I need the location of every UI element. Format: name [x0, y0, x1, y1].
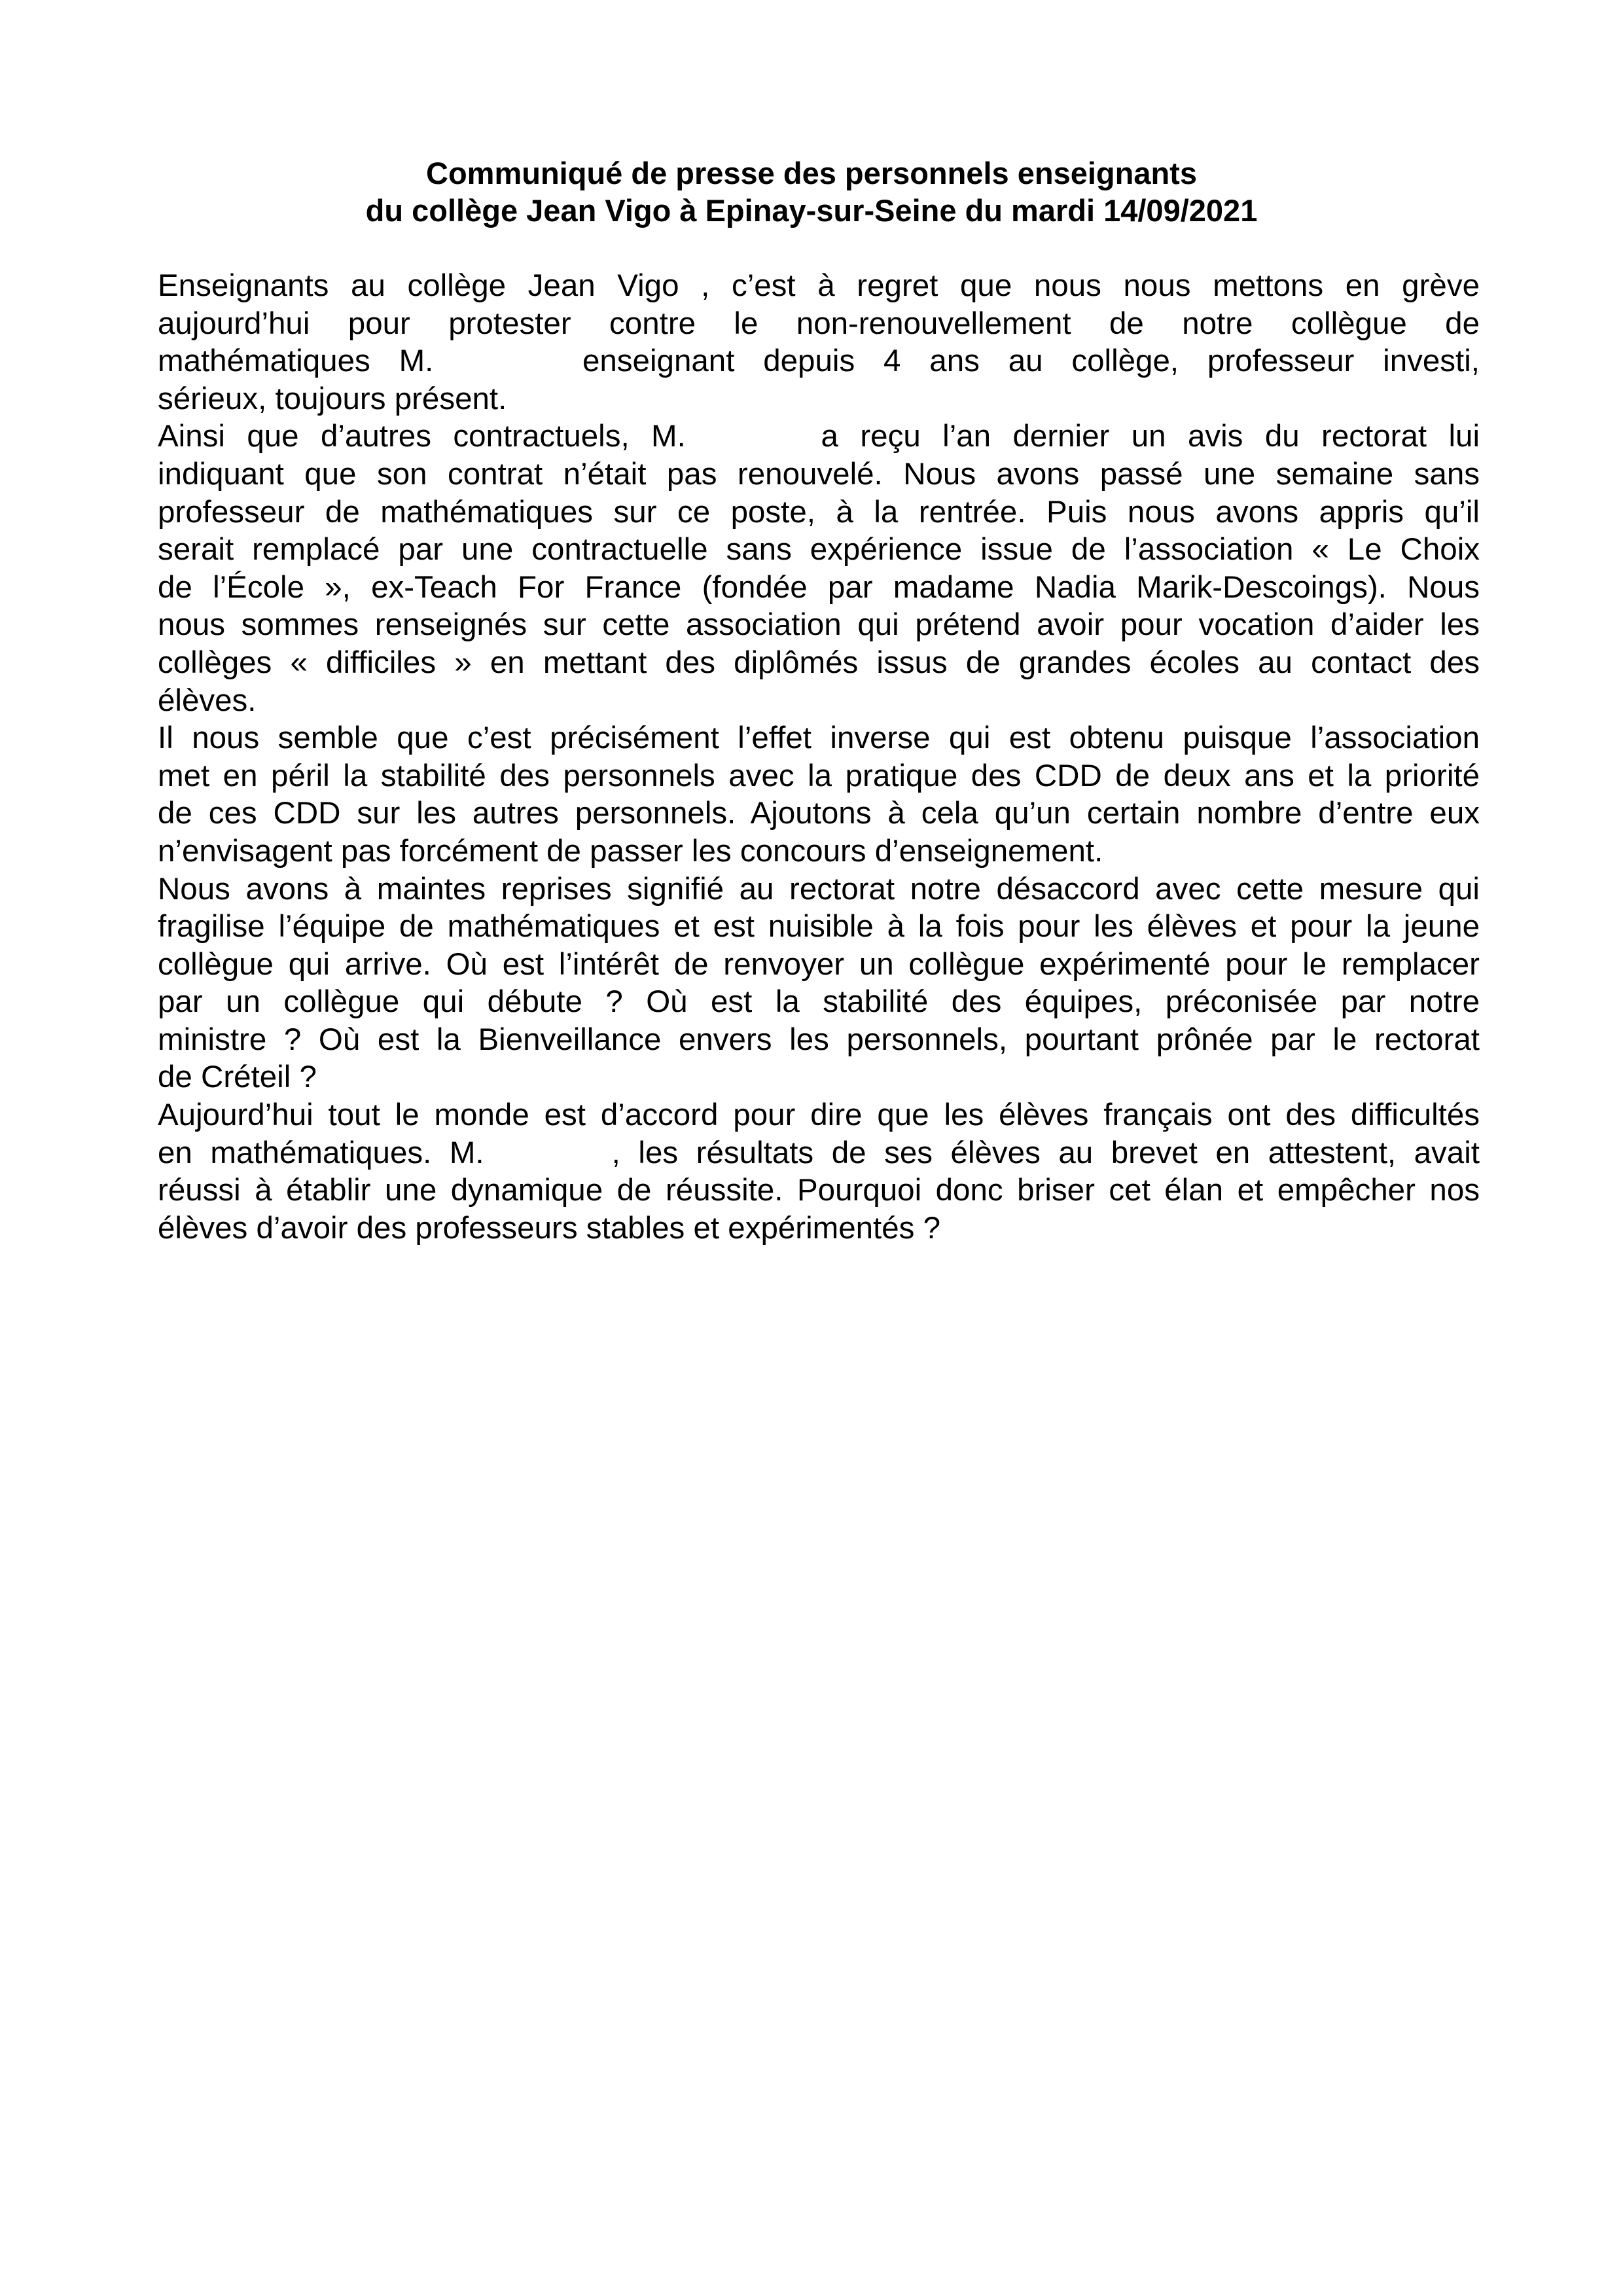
- text-line: de Créteil ?: [158, 1060, 317, 1095]
- press-release-title: [0, 154, 1623, 229]
- redacted-name: [blank]: [707, 419, 800, 454]
- text-line: Nous avons à maintes reprises signifié au rectorat notre désaccord avec cette mesure qui: [158, 871, 1480, 906]
- text-line: professeur de mathématiques sur ce poste, à la rentrée. Puis nous avons appris qu’il: [158, 494, 1480, 529]
- text-line: par un collègue qui débute ? Où est la stabilité des équipes, préconisée par notre: [158, 984, 1480, 1020]
- text-line: n’envisagent pas forcément de passer les concours d’enseignement.: [158, 833, 1103, 869]
- text-line: met en péril la stabilité des personnels avec la pratique des CDD de deux ans et la priorité: [158, 758, 1480, 793]
- text-line: de l’École », ex-Teach For France (fondée par madame Nadia Marik-Descoings). Nous: [158, 569, 1480, 605]
- text-line: Il nous semble que c’est précisément l’effet inverse qui est obtenu puisque l’association: [158, 721, 1480, 756]
- text-line: mathématiques M. [blank] enseignant depuis 4 ans au collège, professeur investi,: [158, 344, 1480, 379]
- text-line: sérieux, toujours présent.: [158, 381, 507, 416]
- text-line: de ces CDD sur les autres personnels. Ajoutons à cela qu’un certain nombre d’entre eux: [158, 796, 1480, 831]
- text-line: élèves d’avoir des professeurs stables et expérimentés ?: [158, 1210, 941, 1246]
- text-line: en mathématiques. M. [blank] , les résultats de ses élèves au brevet en attestent, avait: [158, 1135, 1480, 1170]
- text-line: ministre ? Où est la Bienveillance envers les personnels, pourtant prônée par le rectorat: [158, 1022, 1480, 1057]
- text-line: Aujourd’hui tout le monde est d’accord pour dire que les élèves français ont des difficultés: [158, 1098, 1480, 1133]
- paragraph: [158, 418, 1480, 719]
- text-line: réussi à établir une dynamique de réussite. Pourquoi donc briser cet élan et empêcher nos: [158, 1173, 1480, 1208]
- paragraph: [158, 870, 1480, 1097]
- paragraph: [158, 1096, 1480, 1247]
- text-line: serait remplacé par une contractuelle sans expérience issue de l’association « Le Choix: [158, 532, 1480, 567]
- text-line: Enseignants au collège Jean Vigo , c’est à regret que nous nous mettons en grève: [158, 268, 1480, 303]
- text-line: collègue qui arrive. Où est l’intérêt de renvoyer un collègue expérimenté pour le remplacer: [158, 946, 1480, 982]
- title-line-2: du collège Jean Vigo à Epinay-sur-Seine du mardi 14/09/2021: [365, 193, 1258, 228]
- text-line: Ainsi que d’autres contractuels, M. [blank] a reçu l’an dernier un avis du rectorat lui: [158, 419, 1480, 454]
- redacted-name: [blank]: [462, 344, 554, 379]
- text-line: nous sommes renseignés sur cette association qui prétend avoir pour vocation d’aider les: [158, 607, 1480, 643]
- redacted-name: [blank]: [502, 1135, 594, 1170]
- text-line: fragilise l’équipe de mathématiques et est nuisible à la fois pour les élèves et pour la jeune: [158, 909, 1480, 944]
- title-line-1: Communiqué de presse des personnels enseignants: [426, 156, 1197, 190]
- text-line: élèves.: [158, 683, 257, 718]
- text-line: collèges « difficiles » en mettant des diplômés issus de grandes écoles au contact des: [158, 645, 1480, 680]
- paragraph: [158, 267, 1480, 418]
- press-release-body: [158, 267, 1480, 1247]
- text-line: indiquant que son contrat n’était pas renouvelé. Nous avons passé une semaine sans: [158, 456, 1480, 492]
- paragraph: [158, 719, 1480, 870]
- text-line: aujourd’hui pour protester contre le non-renouvellement de notre collègue de: [158, 306, 1480, 341]
